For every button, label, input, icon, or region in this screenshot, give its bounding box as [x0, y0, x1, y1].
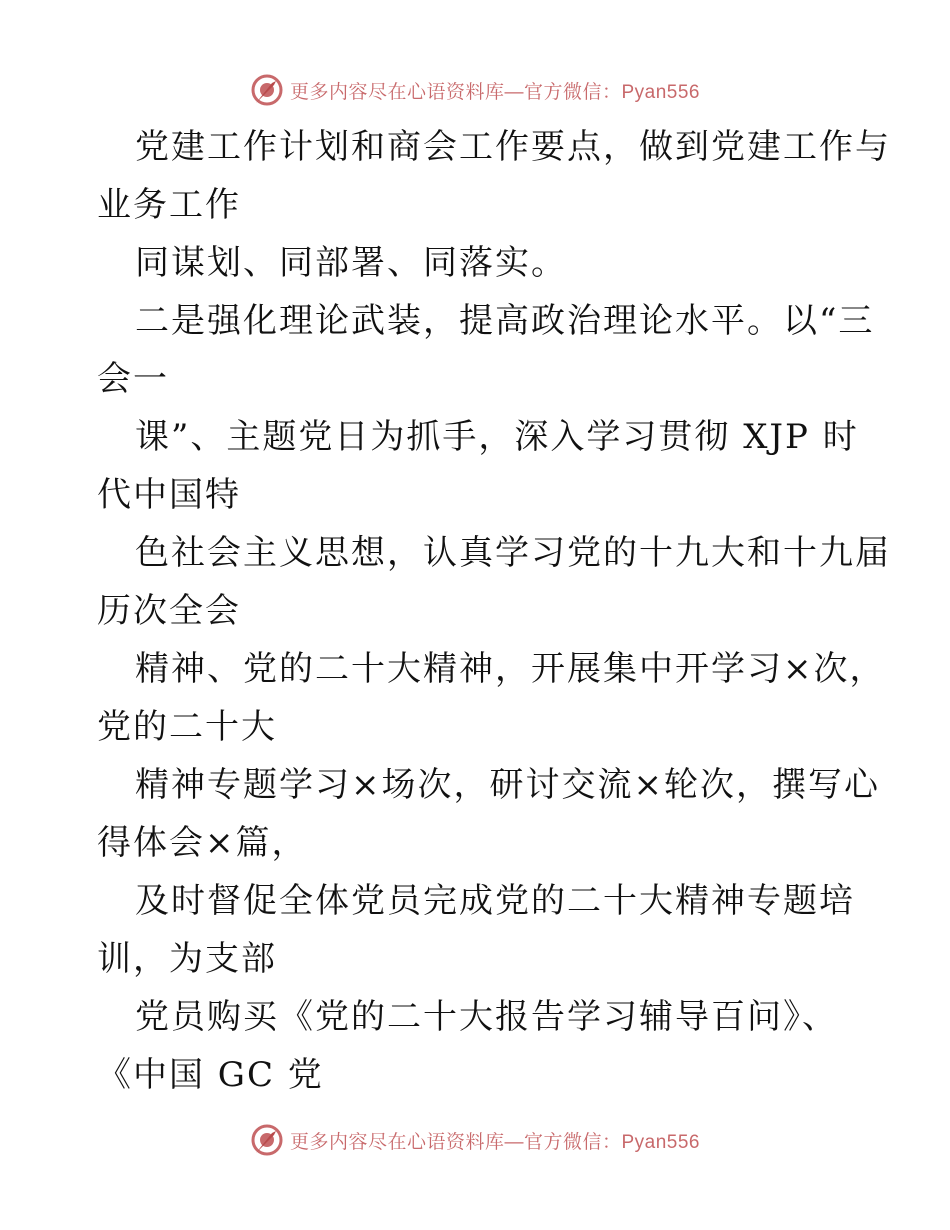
text-line: 精神专题学习×场次，研讨交流×轮次，撰写心	[135, 765, 880, 805]
text-line: 色社会主义思想，认真学习党的十九大和十九届	[135, 533, 891, 573]
text-line: 精神、党的二十大精神，开展集中开学习×次，	[135, 649, 886, 689]
text-line: 《中国 GC 党	[97, 1055, 324, 1095]
text-line: 会一	[97, 359, 169, 399]
footer-banner-text: 更多内容尽在心语资料库—官方微信：Pyan556	[289, 1131, 700, 1153]
header-banner	[0, 68, 950, 112]
text-line: 历次全会	[97, 591, 241, 631]
text-line: 课”、主题党日为抓手，深入学习贯彻 XJP 时	[135, 417, 859, 457]
text-line: 得体会×篇，	[97, 823, 308, 863]
text-line: 同谋划、同部署、同落实。	[135, 243, 567, 283]
text-line: 党的二十大	[97, 707, 277, 747]
text-line: 二是强化理论武装，提高政治理论水平。以“三	[135, 301, 875, 341]
text-line: 党建工作计划和商会工作要点，做到党建工作与	[135, 127, 891, 167]
quill-seal-icon	[250, 1123, 284, 1157]
header-banner-text: 更多内容尽在心语资料库—官方微信：Pyan556	[289, 81, 700, 103]
text-line: 训，为支部	[97, 939, 277, 979]
document-body	[97, 118, 891, 1104]
text-line: 业务工作	[97, 185, 241, 225]
quill-seal-icon	[250, 73, 284, 107]
footer-banner	[0, 1118, 950, 1162]
text-line: 及时督促全体党员完成党的二十大精神专题培	[135, 881, 855, 921]
text-line: 党员购买《党的二十大报告学习辅导百问》、	[135, 997, 838, 1037]
text-line: 代中国特	[97, 475, 241, 515]
